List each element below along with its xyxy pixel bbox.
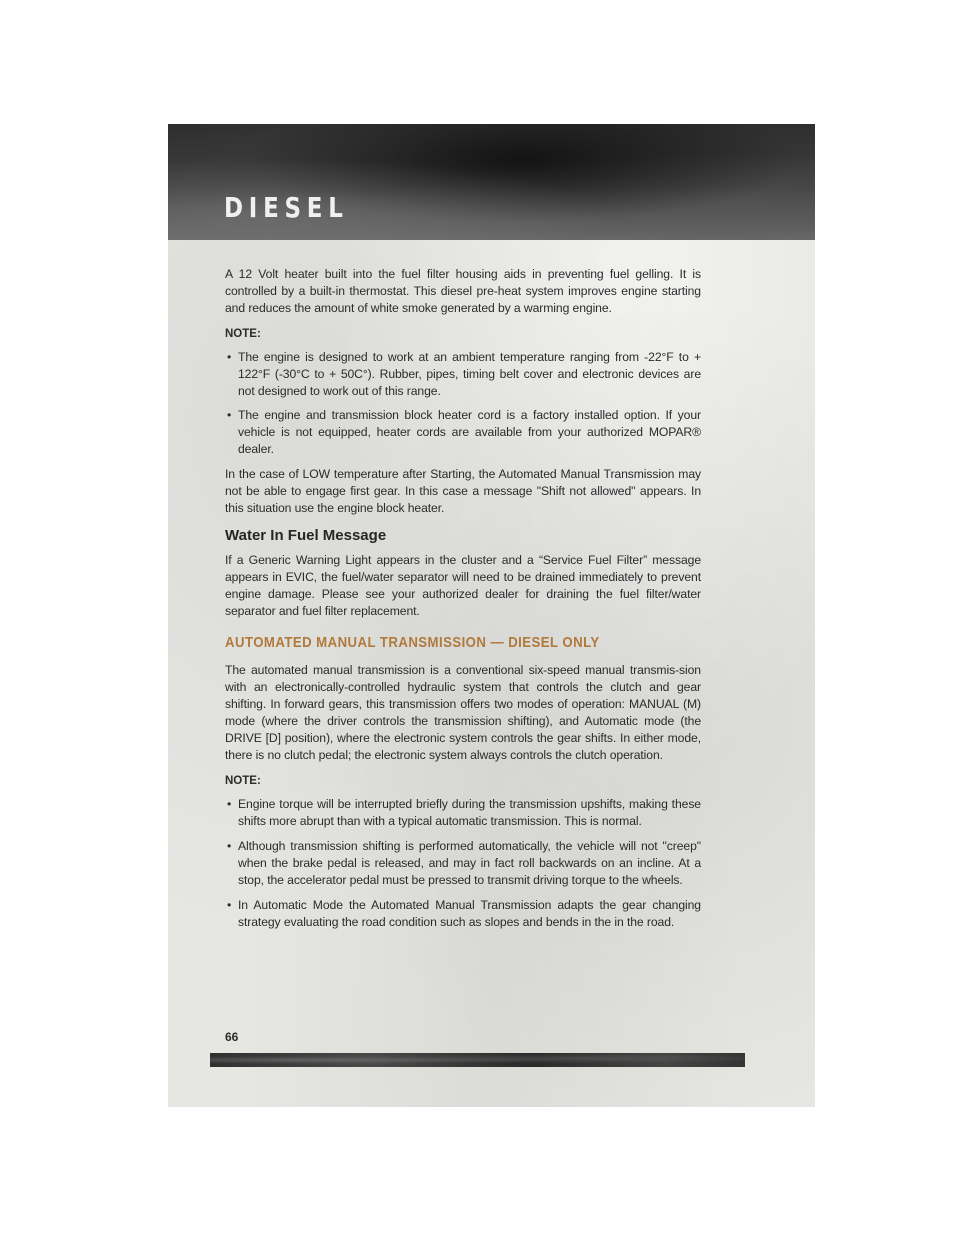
note-list — [225, 796, 701, 931]
water-in-fuel-paragraph: If a Generic Warning Light appears in the cluster and a “Service Fuel Filter” message appears in EVIC, the fuel/water separator will need to be drained immediately to prevent engine damage. Please see your authorized dealer for draining the fuel filter/water separator and fuel filter replacement. — [225, 553, 701, 618]
water-in-fuel-heading: Water In Fuel Message — [225, 527, 387, 544]
note-list — [225, 349, 701, 458]
section-title: DIESEL — [224, 191, 349, 224]
note-item: • The engine and transmission block heater cord is a factory installed option. If your vehicle is not equipped, heater cords are available from your authorized MOPAR® dealer. — [225, 407, 701, 458]
note-label: NOTE: — [225, 328, 261, 340]
amt-heading: AUTOMATED MANUAL TRANSMISSION — DIESEL ONLY — [225, 634, 600, 651]
note-item: • The engine is designed to work at an ambient temperature ranging from -22°F to + 122°F (-30°C to + 50C°). Rubber, pipes, timing belt cover and electronic devices are not designed to work out of this range. — [225, 349, 701, 400]
footer-bar — [210, 1053, 745, 1067]
page-content — [225, 266, 701, 931]
note-label: NOTE: — [225, 775, 261, 787]
note-item: • In Automatic Mode the Automated Manual Transmission adapts the gear changing strategy evaluating the road condition such as slopes and bends in the in the road. — [225, 897, 701, 931]
manual-page — [168, 124, 815, 1107]
note-item: • Engine torque will be interrupted briefly during the transmission upshifts, making these shifts more abrupt than with a typical automatic transmission. This is normal. — [225, 796, 701, 830]
low-temp-paragraph: In the case of LOW temperature after Starting, the Automated Manual Transmission may not be able to engage first gear. In this case a message "Shift not allowed" appears. In this situation use the engine block heater. — [225, 467, 701, 515]
note-item: • Although transmission shifting is performed automatically, the vehicle will not "creep" when the brake pedal is released, and may in fact roll backwards on an incline. At a stop, the accelerator pedal must be pressed to transmit driving torque to the wheels. — [225, 838, 701, 889]
page-number: 66 — [225, 1030, 239, 1044]
intro-paragraph: A 12 Volt heater built into the fuel filter housing aids in preventing fuel gelling. It is controlled by a built-in thermostat. This diesel pre-heat system improves engine starting and reduces the amount of white smoke generated by a warming engine. — [225, 267, 701, 315]
amt-paragraph: The automated manual transmission is a conventional six-speed manual transmis-sion with an electronically-controlled hydraulic system that controls the clutch and gear shifting. In forward gears, this transmission offers two modes of operation: MANUAL (M) mode (where the driver controls the transmission shifting), and Automatic mode (the DRIVE [D] position), where the electronic system controls the gear shifts. In either mode, there is no clutch pedal; the electronic system always controls the clutch operation. — [225, 663, 701, 762]
section-header-banner — [168, 124, 815, 240]
